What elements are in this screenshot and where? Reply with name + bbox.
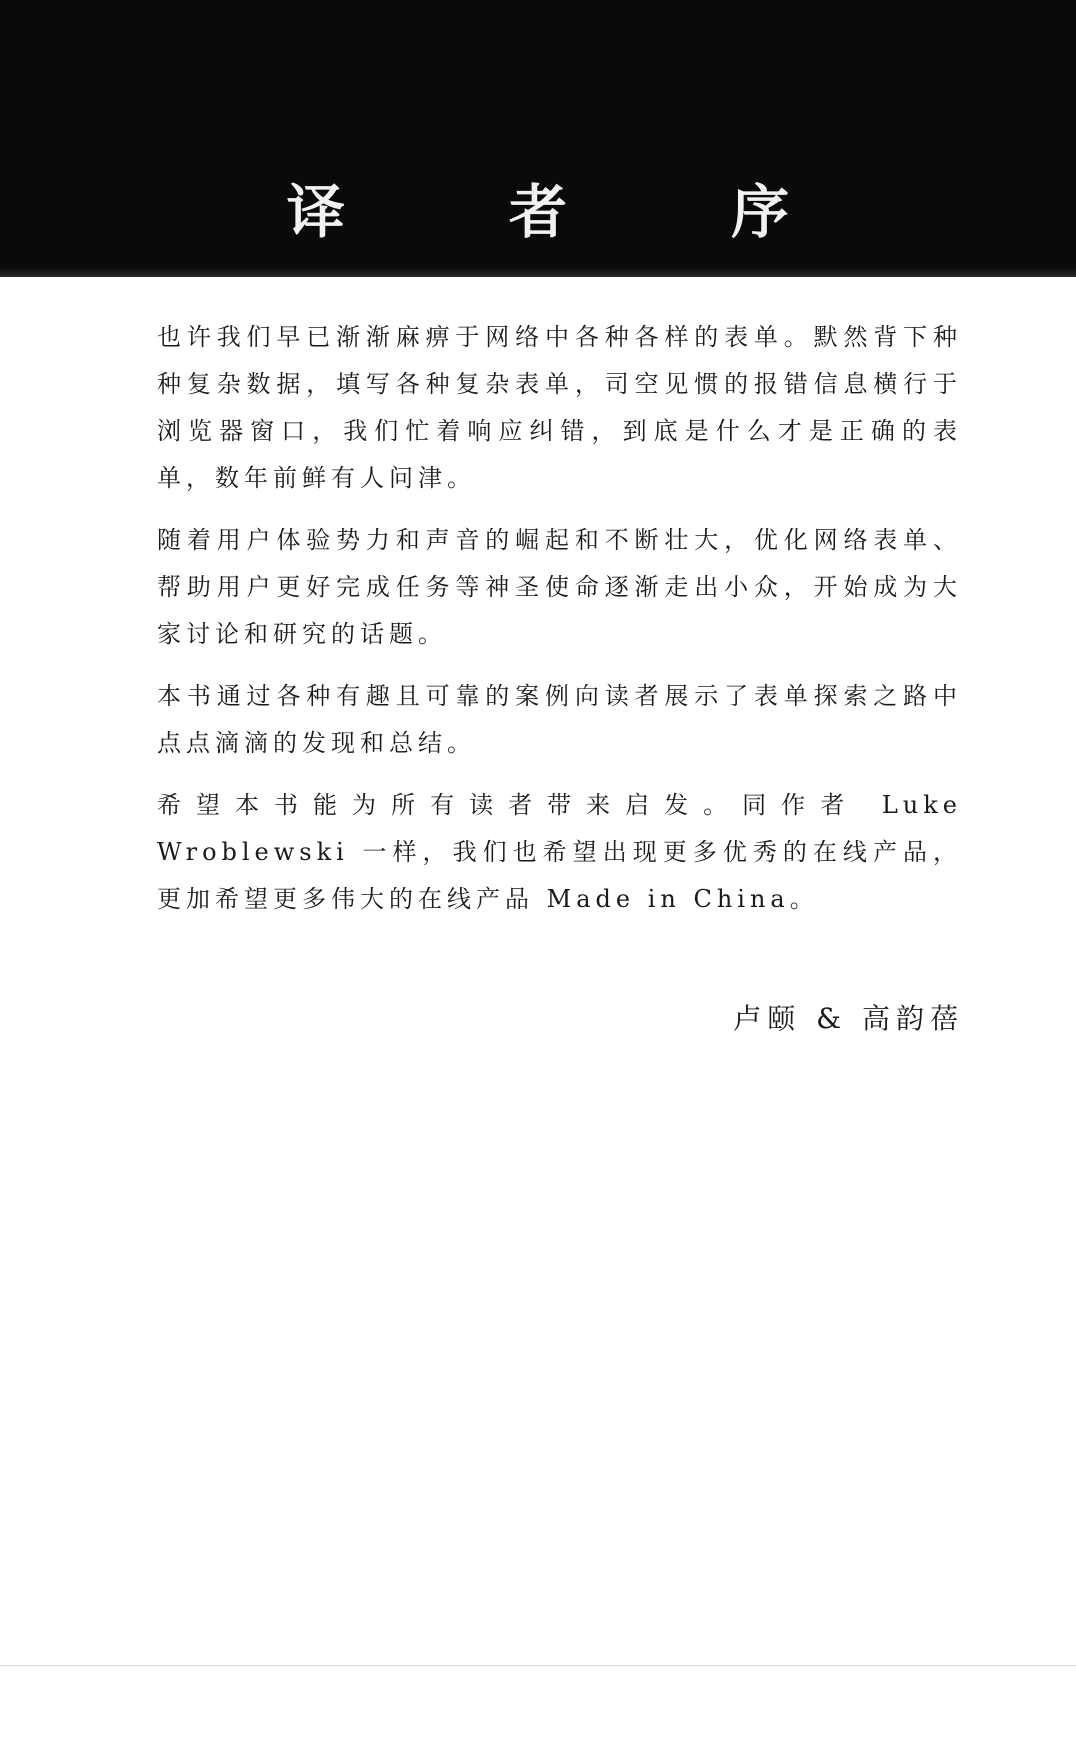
paragraph-1: 也许我们早已渐渐麻痹于网络中各种各样的表单。默然背下种种复杂数据，填写各种复杂表单，司空见惯的报错信息横行于浏览器窗口，我们忙着响应纠错，到底是什么才是正确的表单，数年前鲜有人问津。 <box>157 323 962 492</box>
page-title: 译 者 序 <box>286 178 862 246</box>
translator-signature: 卢颐 & 高韵蓓 <box>733 1002 964 1035</box>
header-band <box>0 0 1076 277</box>
paragraph-2: 随着用户体验势力和声音的崛起和不断壮大，优化网络表单、帮助用户更好完成任务等神圣使命逐渐走出小众，开始成为大家讨论和研究的话题。 <box>157 526 962 648</box>
footer-divider <box>0 1665 1076 1666</box>
body-text <box>157 314 962 938</box>
paragraph-3: 本书通过各种有趣且可靠的案例向读者展示了表单探索之路中点点滴滴的发现和总结。 <box>157 682 962 757</box>
paragraph-4: 希望本书能为所有读者带来启发。同作者 Luke Wroblewski 一样，我们也希望出现更多优秀的在线产品，更加希望更多伟大的在线产品 Made in China。 <box>157 791 962 913</box>
